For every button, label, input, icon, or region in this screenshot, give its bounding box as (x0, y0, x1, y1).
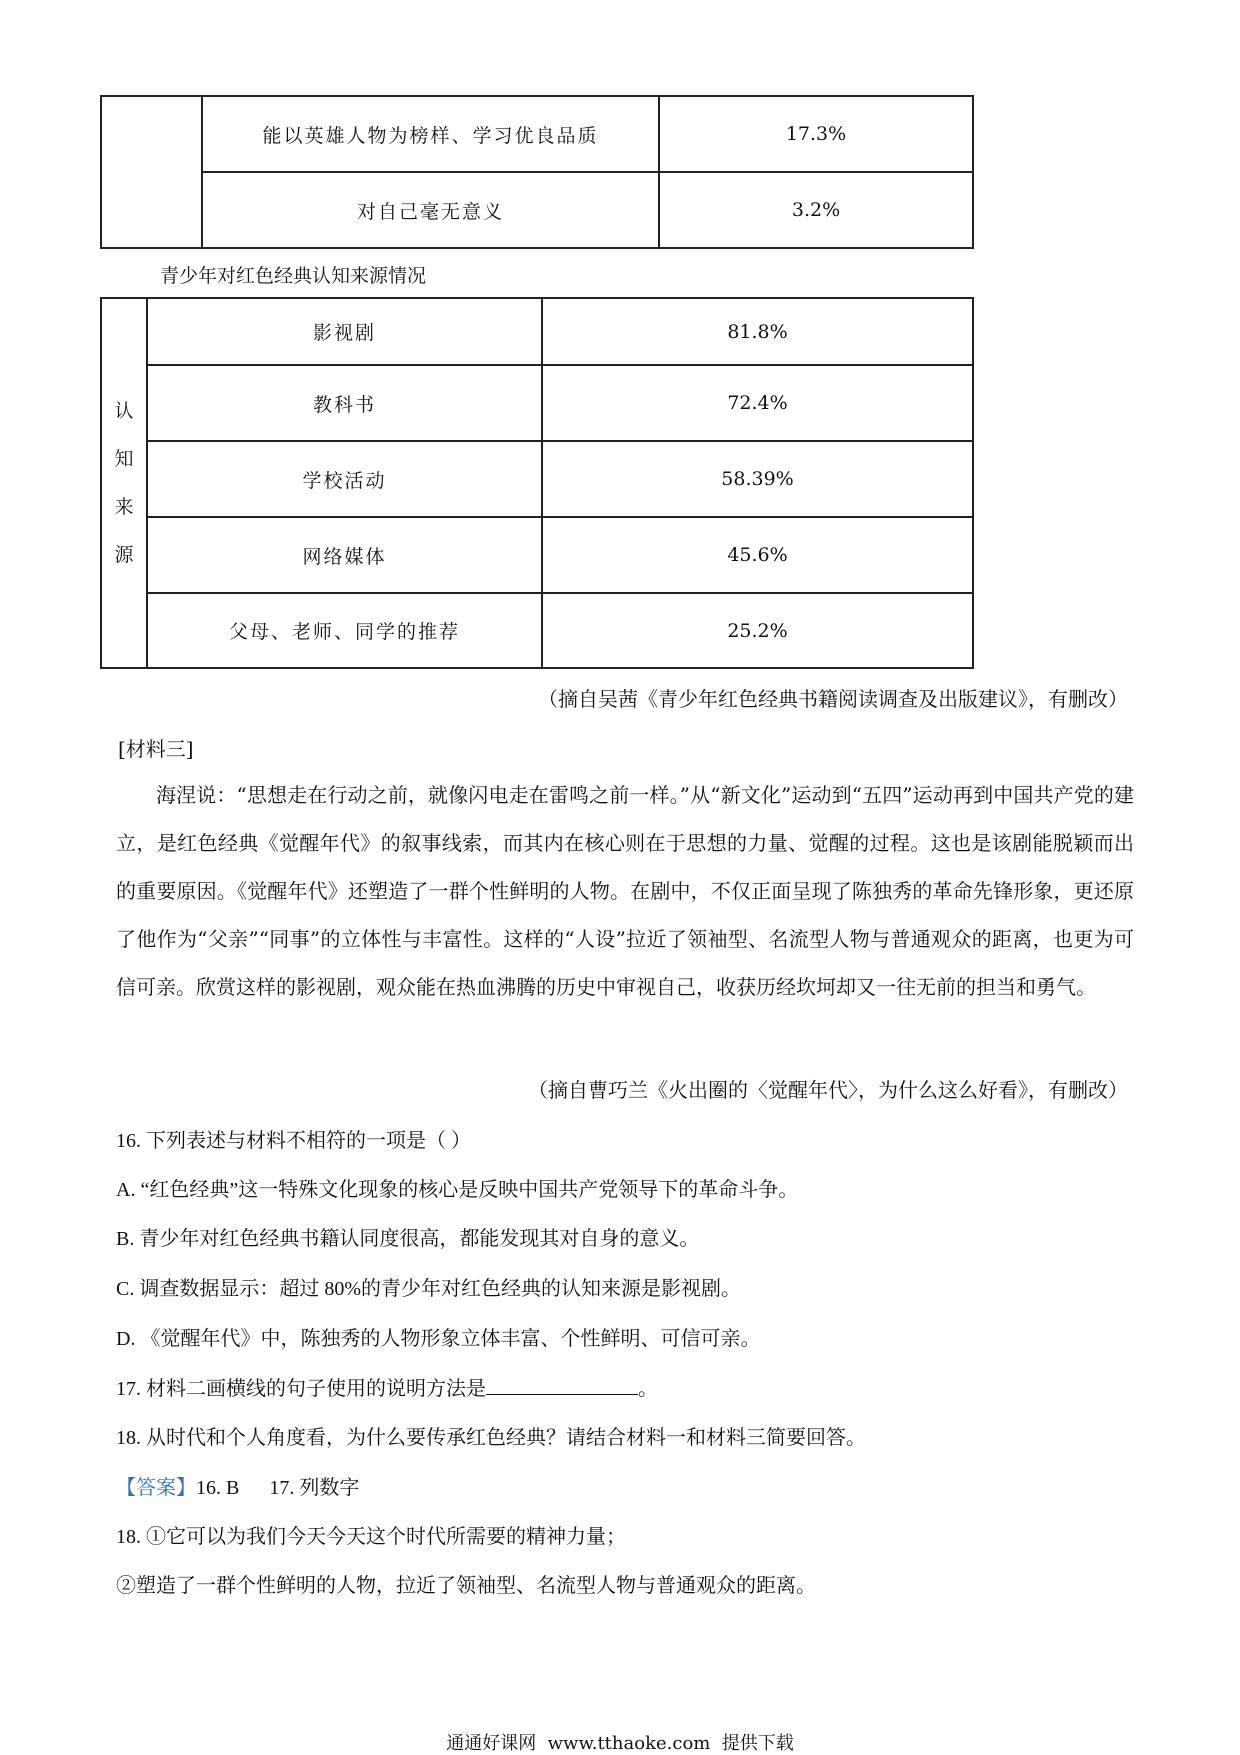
side-label-char: 源 (114, 544, 134, 566)
answer-line (116, 1471, 359, 1500)
table-cell-value: 72.4% (542, 365, 973, 441)
table-cell-label: 影视剧 (147, 298, 542, 365)
question-17-text: 17. 材料二画横线的句子使用的说明方法是 (116, 1378, 486, 1400)
answer-18-line2: ②塑造了一群个性鲜明的人物，拉近了领袖型、名流型人物与普通观众的距离。 (116, 1575, 816, 1597)
option-c: C. 调查数据显示：超过 80%的青少年对红色经典的认知来源是影视剧。 (116, 1278, 741, 1300)
material3-paragraph: 海涅说：“思想走在行动之前，就像闪电走在雷鸣之前一样。”从“新文化”运动到“五四”运动再到中国共产党的建立，是红色经典《觉醒年代》的叙事线索，而其内在核心则在于思想的力量、觉醒的过程。这也是该剧能脱颖而出的重要原因。《觉醒年代》还塑造了一群个性鲜明的人物。在剧中，不仅正面呈现了陈独秀的革命先锋形象，更还原了他作为“父亲”“同事”的立体性与丰富性。这样的“人设”拉近了领袖型、名流型人物与普通观众的距离，也更为可信可亲。欣赏这样的影视剧，观众能在热血沸腾的历史中审视自己，收获历经坎坷却又一往无前的担当和勇气。 (116, 783, 1134, 999)
table-cell-label: 对自己毫无意义 (202, 172, 659, 248)
table-cell-value: 3.2% (659, 172, 973, 248)
option-a: A. “红色经典”这一特殊文化现象的核心是反映中国共产党领导下的革命斗争。 (116, 1179, 799, 1201)
footer-watermark: 通通好课网 www.tthaoke.com 提供下载 (446, 1733, 794, 1754)
table-attitude-continued (100, 95, 974, 249)
answer-blank (486, 1376, 638, 1395)
table-cell-label: 能以英雄人物为榜样、学习优良品质 (202, 96, 659, 172)
source-citation: （摘自吴茜《青少年红色经典书籍阅读调查及出版建议》，有删改） (538, 687, 1128, 711)
question-16: 16. 下列表述与材料不相符的一项是（ ） (116, 1130, 471, 1152)
table-cell-value: 81.8% (542, 298, 973, 365)
question-17 (116, 1372, 658, 1401)
answer-text: 16. B 17. 列数字 (196, 1477, 360, 1499)
section-heading: [材料三] (118, 737, 194, 761)
table-cell-label: 教科书 (147, 365, 542, 441)
table-cell-value: 25.2% (542, 593, 973, 668)
table-cell-value: 17.3% (659, 96, 973, 172)
question-18: 18. 从时代和个人角度看，为什么要传承红色经典？请结合材料一和材料三简要回答。 (116, 1427, 866, 1449)
table-cell-label: 父母、老师、同学的推荐 (147, 593, 542, 668)
answer-18-line1: 18. ①它可以为我们今天今天这个时代所需要的精神力量； (116, 1526, 626, 1548)
side-label-char: 来 (114, 496, 134, 518)
answer-tag: 【答案】 (116, 1477, 196, 1499)
source-citation: （摘自曹巧兰《火出圈的〈觉醒年代〉，为什么这么好看》，有删改） (528, 1078, 1128, 1102)
table-cell-label: 网络媒体 (147, 517, 542, 593)
table-cognition-source (100, 297, 974, 669)
question-17-end: 。 (638, 1378, 658, 1400)
side-label-char: 知 (114, 448, 134, 470)
table-empty-side-cell (101, 96, 202, 248)
side-label-char: 认 (114, 400, 134, 422)
option-b: B. 青少年对红色经典书籍认同度很高，都能发现其对自身的意义。 (116, 1228, 700, 1250)
table-caption: 青少年对红色经典认知来源情况 (160, 265, 427, 287)
table-cell-value: 45.6% (542, 517, 973, 593)
table-side-label (101, 298, 147, 668)
table-cell-value: 58.39% (542, 441, 973, 517)
option-d: D. 《觉醒年代》中，陈独秀的人物形象立体丰富、个性鲜明、可信可亲。 (116, 1328, 761, 1350)
table-cell-label: 学校活动 (147, 441, 542, 517)
